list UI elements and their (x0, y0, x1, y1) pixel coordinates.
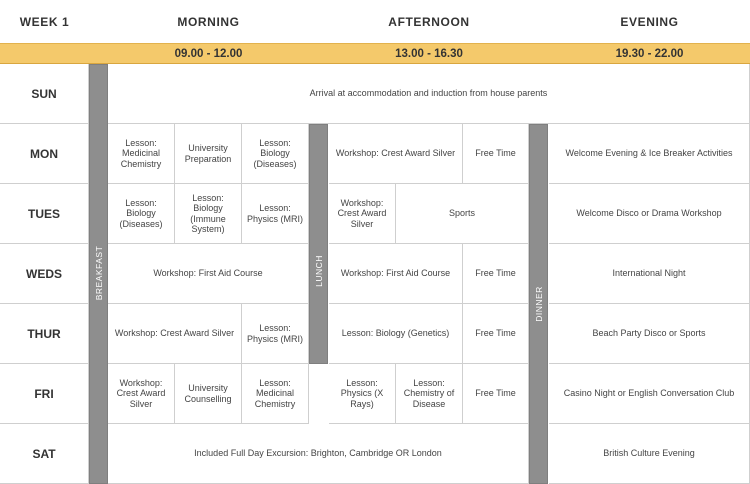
weds-evening: International Night (549, 244, 750, 304)
sun-activity: Arrival at accommodation and induction from house parents (108, 64, 750, 124)
evening-header: EVENING (620, 14, 679, 29)
day-fri: FRI (0, 364, 89, 424)
day-thur: THUR (0, 304, 89, 364)
fri-afternoon-1: Lesson: Physics (X Rays) (329, 364, 396, 424)
breakfast-bar (89, 64, 108, 484)
weds-afternoon-2: Free Time (463, 244, 529, 304)
day-sat: SAT (0, 424, 89, 484)
tues-morning-2: Lesson: Biology (Immune System) (175, 184, 242, 244)
tues-morning-1: Lesson: Biology (Diseases) (108, 184, 175, 244)
dinner-label: DINNER (534, 286, 544, 322)
breakfast-label: BREAKFAST (94, 245, 104, 301)
tues-morning-3: Lesson: Physics (MRI) (242, 184, 309, 244)
fri-morning-3: Lesson: Medicinal Chemistry (242, 364, 309, 424)
thur-afternoon-1: Lesson: Biology (Genetics) (329, 304, 463, 364)
mon-evening: Welcome Evening & Ice Breaker Activities (549, 124, 750, 184)
thur-morning-1: Workshop: Crest Award Silver (108, 304, 242, 364)
fri-afternoon-3: Free Time (463, 364, 529, 424)
fri-morning-2: University Counselling (175, 364, 242, 424)
thur-afternoon-2: Free Time (463, 304, 529, 364)
mon-morning-1: Lesson: Medicinal Chemistry (108, 124, 175, 184)
afternoon-header: AFTERNOON (388, 14, 470, 29)
tues-evening: Welcome Disco or Drama Workshop (549, 184, 750, 244)
day-mon: MON (0, 124, 89, 184)
lunch-bar (309, 124, 328, 364)
fri-morning-1: Workshop: Crest Award Silver (108, 364, 175, 424)
sat-day-excursion: Included Full Day Excursion: Brighton, Cambridge OR London (108, 424, 529, 484)
fri-afternoon-2: Lesson: Chemistry of Disease (396, 364, 463, 424)
weds-afternoon-1: Workshop: First Aid Course (329, 244, 463, 304)
day-weds: WEDS (0, 244, 89, 304)
weds-morning: Workshop: First Aid Course (108, 244, 309, 304)
morning-time: 09.00 - 12.00 (174, 47, 243, 60)
evening-time: 19.30 - 22.00 (615, 47, 684, 60)
mon-afternoon-2: Free Time (463, 124, 529, 184)
tues-afternoon-1: Workshop: Crest Award Silver (329, 184, 396, 244)
mon-morning-2: University Preparation (175, 124, 242, 184)
thur-morning-2: Lesson: Physics (MRI) (242, 304, 309, 364)
tues-afternoon-2: Sports (396, 184, 529, 244)
sat-evening: British Culture Evening (549, 424, 750, 484)
afternoon-time: 13.00 - 16.30 (395, 47, 463, 60)
day-sun: SUN (0, 64, 89, 124)
lunch-label: LUNCH (314, 255, 324, 287)
morning-header: MORNING (177, 14, 240, 29)
day-tues: TUES (0, 184, 89, 244)
week-label: WEEK 1 (19, 14, 70, 29)
dinner-bar (529, 124, 548, 484)
thur-evening: Beach Party Disco or Sports (549, 304, 750, 364)
fri-evening: Casino Night or English Conversation Club (549, 364, 750, 424)
mon-afternoon-1: Workshop: Crest Award Silver (329, 124, 463, 184)
mon-morning-3: Lesson: Biology (Diseases) (242, 124, 309, 184)
